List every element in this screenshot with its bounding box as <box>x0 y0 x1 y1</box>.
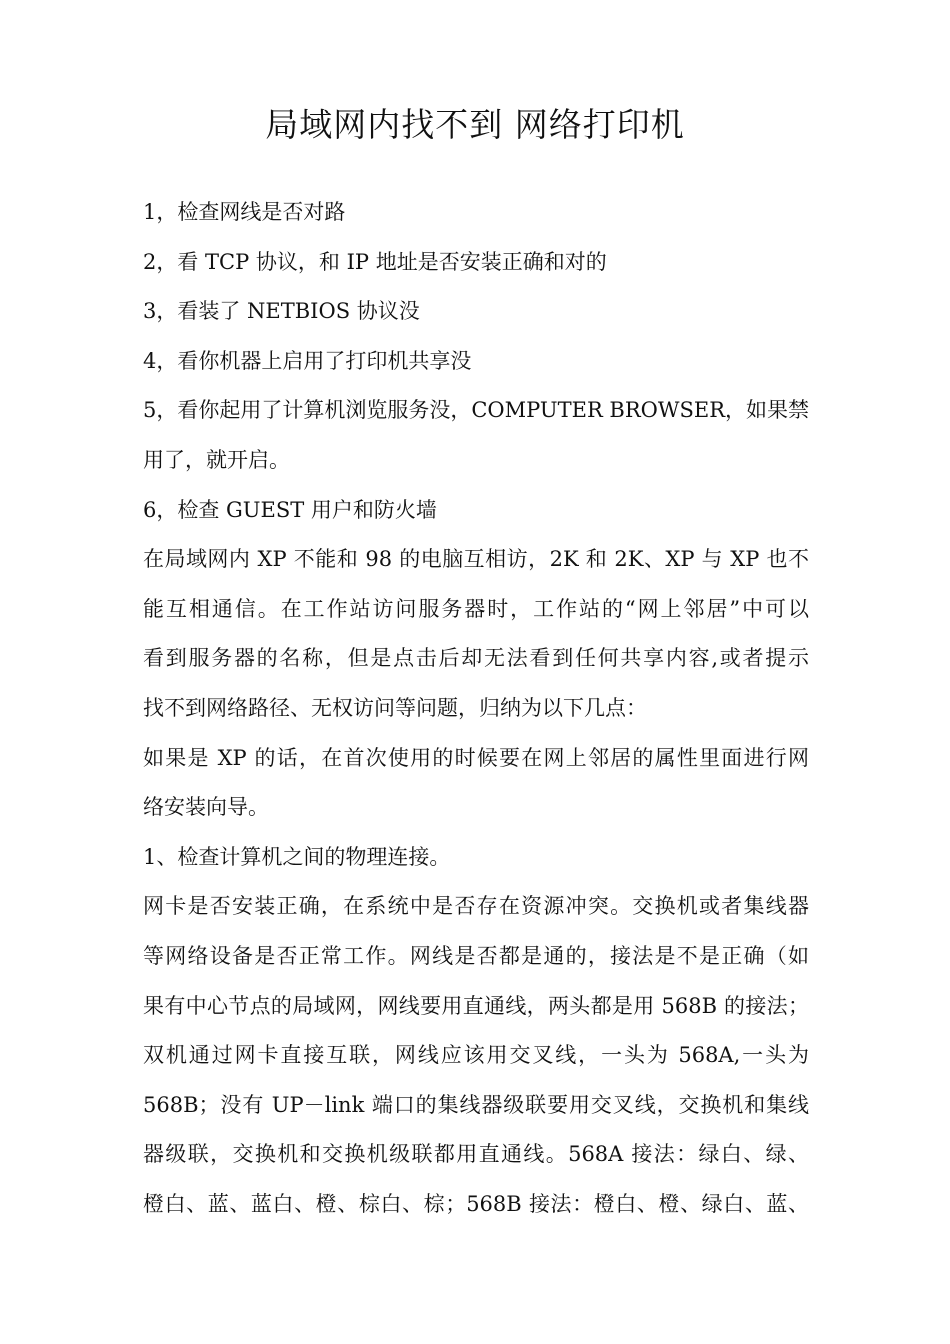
text-line: 网卡是否安装正确，在系统中是否存在资源冲突。交换机或者集线器 <box>143 894 809 919</box>
text-line: 3，看装了 NETBIOS 协议没 <box>143 299 420 324</box>
text-line: 1，检查网线是否对路 <box>143 200 346 224</box>
document-body <box>143 188 809 1229</box>
text-line: 如果是 XP 的话，在首次使用的时候要在网上邻居的属性里面进行网 <box>143 745 809 770</box>
text-line: 2，看 TCP 协议，和 IP 地址是否安装正确和对的 <box>143 249 607 274</box>
text-line: 在局域网内 XP 不能和 98 的电脑互相访，2K 和 2K、XP 与 XP 也不 <box>143 547 809 572</box>
text-line: 等网络设备是否正常工作。网线是否都是通的，接法是不是正确（如 <box>143 943 809 968</box>
text-line: 找不到网络路径、无权访问等问题，归纳为以下几点： <box>143 695 647 720</box>
text-line: 1、检查计算机之间的物理连接。 <box>143 844 451 869</box>
text-line: 橙白、蓝、蓝白、橙、棕白、棕；568B 接法：橙白、橙、绿白、蓝、 <box>143 1191 809 1216</box>
text-line: 果有中心节点的局域网，网线要用直通线，两头都是用 568B 的接法； <box>143 993 809 1018</box>
text-line: 5，看你起用了计算机浏览服务没，COMPUTER BROWSER，如果禁 <box>143 398 809 423</box>
text-line: 568B；没有 UP－link 端口的集线器级联要用交叉线，交换机和集线 <box>143 1092 809 1117</box>
text-line: 器级联，交换机和交换机级联都用直通线。568A 接法：绿白、绿、 <box>143 1142 809 1167</box>
text-line: 看到服务器的名称，但是点击后却无法看到任何共享内容,或者提示 <box>143 646 809 671</box>
text-line: 4，看你机器上启用了打印机共享没 <box>143 348 472 373</box>
text-line: 双机通过网卡直接互联，网线应该用交叉线，一头为 568A,一头为 <box>143 1043 809 1068</box>
text-line: 用了，就开启。 <box>143 447 290 472</box>
text-line: 能互相通信。在工作站访问服务器时，工作站的“网上邻居”中可以 <box>143 596 809 621</box>
text-line: 6，检查 GUEST 用户和防火墙 <box>143 497 437 522</box>
document-title: 局域网内找不到 网络打印机 <box>265 105 685 144</box>
text-line: 络安装向导。 <box>143 795 269 820</box>
